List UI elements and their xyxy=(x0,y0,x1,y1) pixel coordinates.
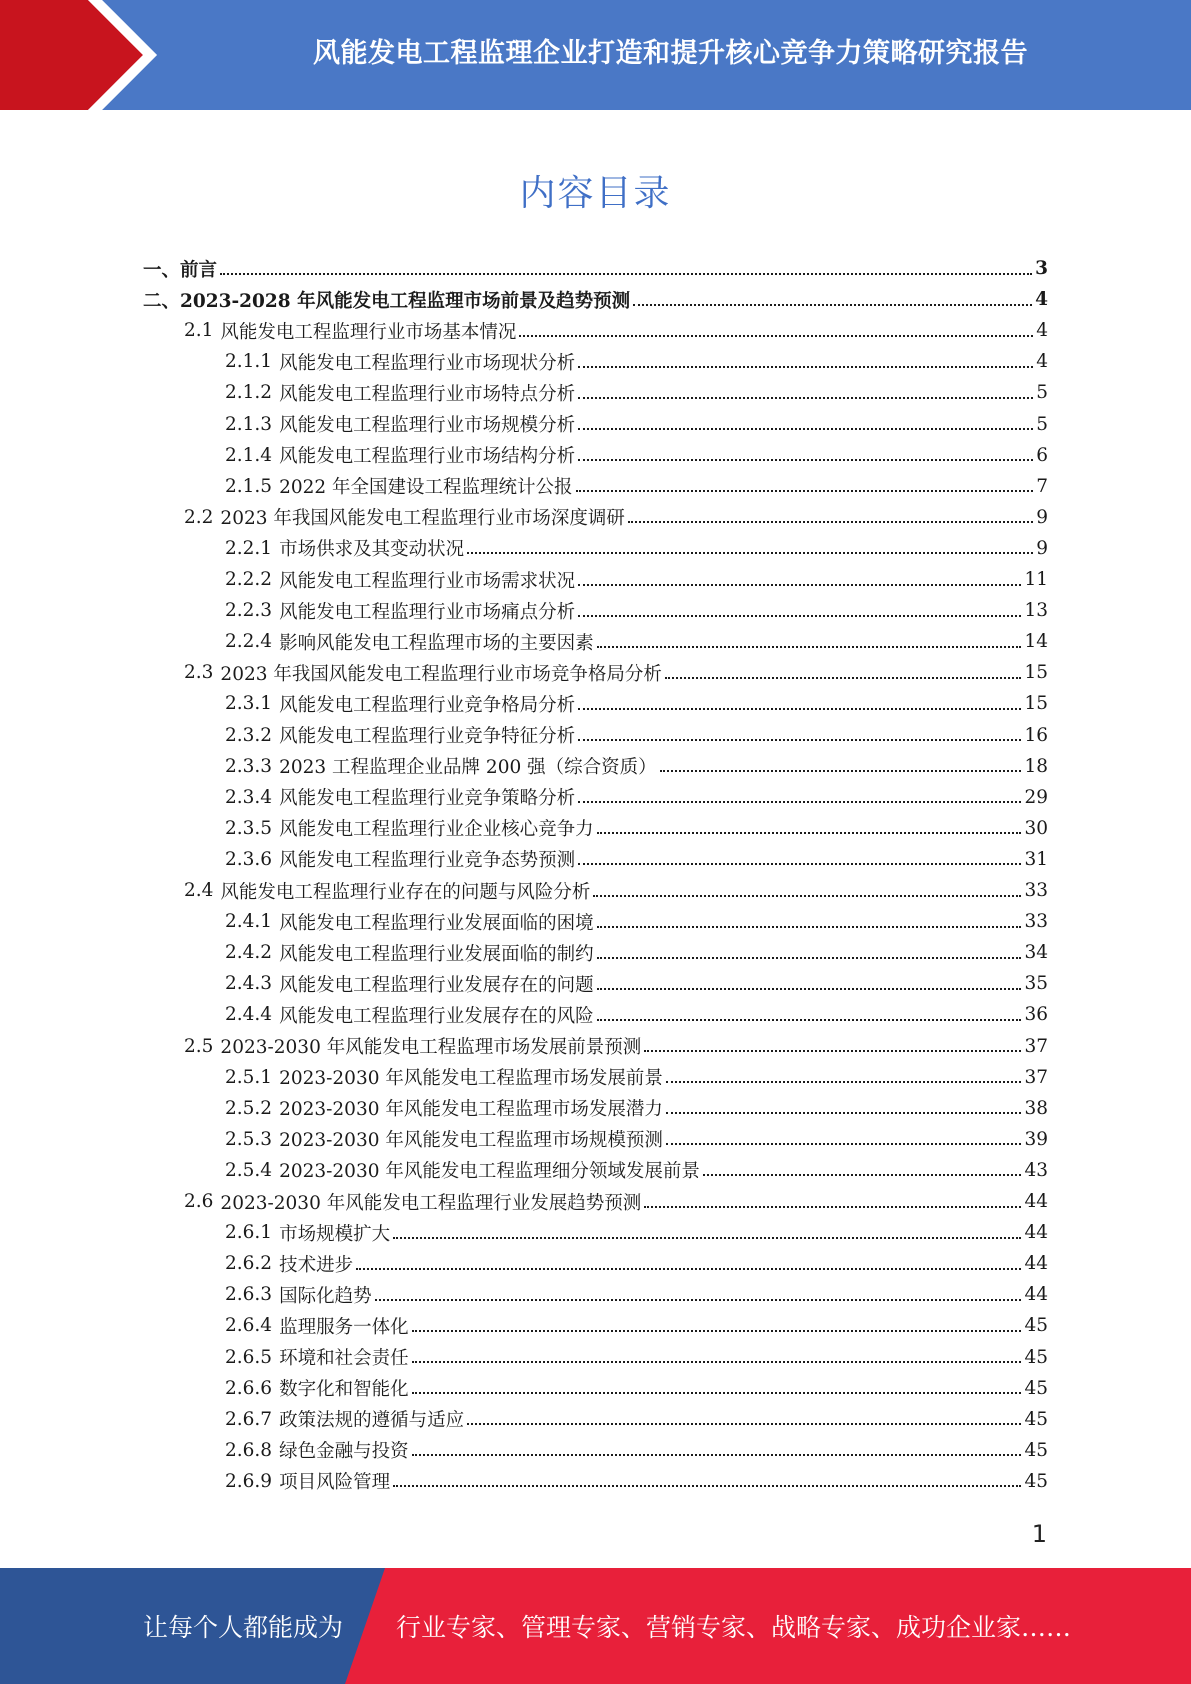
toc-dot-leader xyxy=(597,926,1022,928)
toc-entry-title: 项目风险管理 xyxy=(279,1472,391,1494)
report-title: 风能发电工程监理企业打造和提升核心竞争力策略研究报告 xyxy=(313,37,1028,69)
toc-entry-number: 2.5.1 xyxy=(225,1066,273,1088)
toc-entry[interactable] xyxy=(184,315,1048,346)
toc-entry-title: 国际化趋势 xyxy=(279,1285,372,1307)
toc-entry[interactable] xyxy=(225,688,1048,719)
toc-entry-number: 2.4 xyxy=(184,880,214,901)
toc-entry[interactable] xyxy=(225,1404,1048,1435)
toc-entry-title: 2023 年我国风能发电工程监理行业市场竞争格局分析 xyxy=(220,663,662,685)
toc-entry[interactable] xyxy=(225,720,1048,751)
toc-entry-title: 2023 工程监理企业品牌 200 强（综合资质） xyxy=(279,757,657,779)
toc-entry-page: 45 xyxy=(1024,1377,1048,1399)
toc-entry[interactable] xyxy=(225,1279,1048,1310)
toc-dot-leader xyxy=(578,739,1021,741)
toc-entry-title: 风能发电工程监理行业存在的问题与风险分析 xyxy=(220,881,591,903)
toc-dot-leader xyxy=(578,428,1033,430)
toc-entry-title: 2023-2028 年风能发电工程监理市场前景及趋势预测 xyxy=(180,290,631,312)
toc-entry-page: 4 xyxy=(1036,351,1048,373)
toc-entry-number: 2.2.3 xyxy=(225,600,273,622)
toc-dot-leader xyxy=(519,335,1033,337)
toc-entry-page: 14 xyxy=(1024,631,1048,653)
toc-entry-page: 15 xyxy=(1024,693,1048,715)
toc-entry-page: 44 xyxy=(1024,1191,1048,1212)
toc-dot-leader xyxy=(597,832,1022,834)
toc-entry-page: 11 xyxy=(1024,569,1048,590)
toc-dot-leader xyxy=(393,1485,1021,1487)
toc-entry-page: 16 xyxy=(1024,724,1048,746)
toc-dot-leader xyxy=(597,1019,1022,1021)
toc-dot-leader xyxy=(220,273,1032,275)
toc-entry-number: 2.4.4 xyxy=(225,1004,273,1026)
toc-dot-leader xyxy=(644,1050,1021,1052)
toc-dot-leader xyxy=(467,552,1033,554)
toc-entry[interactable] xyxy=(225,782,1048,813)
toc-dot-leader xyxy=(578,801,1021,803)
toc-entry-number: 2.6.9 xyxy=(225,1470,273,1492)
toc-entry-page: 4 xyxy=(1035,289,1048,311)
toc-entry-number: 2.5 xyxy=(184,1035,214,1057)
toc-entry[interactable] xyxy=(225,1217,1048,1248)
toc-entry-page: 44 xyxy=(1024,1222,1048,1244)
toc-entry-number: 2.3.2 xyxy=(225,724,273,746)
toc-entry-title: 前言 xyxy=(180,259,218,281)
toc-entry-title: 风能发电工程监理行业竞争策略分析 xyxy=(279,788,576,810)
toc-entry-page: 44 xyxy=(1024,1284,1048,1306)
toc-dot-leader xyxy=(356,1268,1021,1270)
toc-dot-leader xyxy=(703,1174,1022,1176)
toc-dot-leader xyxy=(412,1361,1022,1363)
toc-entry-title: 环境和社会责任 xyxy=(279,1348,409,1369)
toc-entry-title: 2023-2030 年风能发电工程监理市场发展前景预测 xyxy=(220,1037,642,1058)
toc-entry-page: 29 xyxy=(1024,786,1048,808)
toc-entry-page: 7 xyxy=(1036,475,1048,497)
toc-entry-number: 2.6.7 xyxy=(225,1408,273,1430)
toc-entry[interactable] xyxy=(225,844,1048,875)
toc-entry[interactable] xyxy=(225,1155,1048,1186)
toc-entry-number: 2.3.6 xyxy=(225,848,273,870)
toc-entry-page: 33 xyxy=(1024,880,1048,901)
toc-entry-page: 43 xyxy=(1024,1159,1048,1181)
toc-entry-title: 风能发电工程监理行业竞争特征分析 xyxy=(279,726,576,747)
toc-dot-leader xyxy=(593,895,1021,897)
toc-entry-title: 监理服务一体化 xyxy=(279,1316,409,1338)
toc-dot-leader xyxy=(628,521,1033,523)
toc-entry-page: 9 xyxy=(1036,506,1048,528)
toc-entry-title: 风能发电工程监理行业市场特点分析 xyxy=(279,383,576,405)
toc-dot-leader xyxy=(578,584,1021,586)
toc-entry-page: 30 xyxy=(1024,817,1048,839)
toc-entry-title: 风能发电工程监理行业市场痛点分析 xyxy=(279,601,576,623)
toc-entry-title: 2022 年全国建设工程监理统计公报 xyxy=(279,477,573,499)
toc-entry-number: 2.6.1 xyxy=(225,1222,273,1244)
toc-entry[interactable] xyxy=(184,875,1048,906)
page-number: 1 xyxy=(1031,1520,1047,1548)
toc-entry[interactable] xyxy=(143,253,1048,284)
toc-entry[interactable] xyxy=(225,1248,1048,1279)
toc-entry-page: 6 xyxy=(1036,444,1048,466)
toc-dot-leader xyxy=(666,1112,1022,1114)
toc-entry-number: 2.2.4 xyxy=(225,631,273,653)
toc-dot-leader xyxy=(375,1299,1022,1301)
toc-entry-title: 市场规模扩大 xyxy=(279,1223,391,1245)
toc-entry-page: 34 xyxy=(1024,942,1048,964)
toc-dot-leader xyxy=(578,863,1021,865)
toc-dot-leader xyxy=(644,1206,1021,1208)
toc-entry-page: 37 xyxy=(1024,1035,1048,1057)
toc-entry-page: 45 xyxy=(1024,1408,1048,1430)
toc-entry-title: 风能发电工程监理行业市场基本情况 xyxy=(220,321,517,343)
toc-entry-page: 3 xyxy=(1035,258,1048,279)
toc-entry-title: 风能发电工程监理行业竞争态势预测 xyxy=(279,850,576,872)
toc-entry-number: 2.1.2 xyxy=(225,382,273,404)
toc-entry-number: 一、 xyxy=(143,259,181,281)
toc-entry[interactable] xyxy=(225,751,1048,782)
toc-dot-leader xyxy=(578,397,1033,399)
toc-entry-number: 2.6.2 xyxy=(225,1253,273,1275)
toc-entry-number: 2.6 xyxy=(184,1191,214,1212)
toc-entry-number: 2.3.5 xyxy=(225,817,273,839)
toc-entry-number: 2.5.4 xyxy=(225,1159,273,1181)
toc-dot-leader xyxy=(633,304,1032,306)
toc-entry-number: 2.3.1 xyxy=(225,693,273,715)
toc-entry[interactable] xyxy=(225,1124,1048,1155)
toc-entry-page: 5 xyxy=(1036,382,1048,404)
toc-entry-title: 2023-2030 年风能发电工程监理细分领域发展前景 xyxy=(279,1161,700,1183)
toc-entry-page: 45 xyxy=(1024,1315,1048,1337)
toc-entry-number: 2.6.6 xyxy=(225,1377,273,1399)
toc-entry-page: 39 xyxy=(1024,1128,1048,1150)
toc-entry-title: 政策法规的遵循与适应 xyxy=(279,1410,465,1432)
toc-entry[interactable] xyxy=(225,1373,1048,1404)
toc-entry-title: 风能发电工程监理行业发展面临的困境 xyxy=(279,912,594,934)
toc-entry-page: 15 xyxy=(1024,662,1048,684)
toc-entry-number: 2.5.3 xyxy=(225,1128,273,1150)
toc-dot-leader xyxy=(412,1392,1022,1394)
toc-entry-title: 风能发电工程监理行业市场现状分析 xyxy=(279,352,576,374)
toc-entry-number: 2.4.1 xyxy=(225,911,273,933)
footer-slogan-left: 让每个人都能成为 xyxy=(143,1613,344,1642)
toc-entry[interactable] xyxy=(225,906,1048,937)
toc-dot-leader xyxy=(467,1423,1021,1425)
toc-dot-leader xyxy=(597,646,1022,648)
toc-entry[interactable] xyxy=(225,377,1048,408)
toc-entry-page: 45 xyxy=(1024,1346,1048,1368)
toc-entry-title: 技术进步 xyxy=(279,1254,354,1276)
toc-entry-number: 2.3.3 xyxy=(225,755,273,777)
toc-dot-leader xyxy=(412,1330,1022,1332)
toc-entry[interactable] xyxy=(225,937,1048,968)
toc-entry[interactable] xyxy=(225,1342,1048,1373)
toc-dot-leader xyxy=(597,988,1022,990)
toc-entry[interactable] xyxy=(225,1310,1048,1341)
toc-entry-number: 2.3 xyxy=(184,662,214,684)
toc-dot-leader xyxy=(393,1237,1021,1239)
toc-dot-leader xyxy=(666,1081,1022,1083)
toc-entry-number: 2.5.2 xyxy=(225,1097,273,1119)
toc-entry-title: 2023-2030 年风能发电工程监理市场发展前景 xyxy=(279,1068,663,1090)
toc-entry-number: 2.1.1 xyxy=(225,351,273,373)
toc-entry-number: 2.6.3 xyxy=(225,1284,273,1306)
toc-entry-page: 45 xyxy=(1024,1470,1048,1492)
toc-entry[interactable] xyxy=(225,968,1048,999)
toc-dot-leader xyxy=(578,615,1021,617)
toc-entry-page: 5 xyxy=(1036,413,1048,435)
toc-entry[interactable] xyxy=(225,1435,1048,1466)
toc-entry-title: 绿色金融与投资 xyxy=(279,1441,409,1463)
toc-entry[interactable] xyxy=(184,1186,1048,1217)
toc-entry-title: 影响风能发电工程监理市场的主要因素 xyxy=(279,632,594,654)
toc-entry-page: 36 xyxy=(1024,1004,1048,1026)
toc-entry-number: 2.2 xyxy=(184,506,214,528)
toc-entry-page: 44 xyxy=(1024,1253,1048,1275)
toc-entry[interactable] xyxy=(225,1093,1048,1124)
toc-entry-page: 45 xyxy=(1024,1439,1048,1461)
toc-entry-number: 2.3.4 xyxy=(225,786,273,808)
toc-entry[interactable] xyxy=(143,284,1048,315)
footer-slogan-right: 行业专家、管理专家、营销专家、战略专家、成功企业家…… xyxy=(396,1613,1072,1642)
toc-entry-title: 风能发电工程监理行业市场规模分析 xyxy=(279,415,576,436)
toc-entry-number: 2.1.4 xyxy=(225,444,273,466)
toc-entry[interactable] xyxy=(225,471,1048,502)
toc-entry[interactable] xyxy=(225,409,1048,440)
toc-entry-number: 2.1.3 xyxy=(225,413,273,435)
toc-dot-leader xyxy=(578,459,1033,461)
toc-entry[interactable] xyxy=(225,533,1048,564)
toc-entry-title: 风能发电工程监理行业市场结构分析 xyxy=(279,446,576,468)
toc-entry[interactable] xyxy=(225,346,1048,377)
toc-dot-leader xyxy=(660,770,1022,772)
toc-dot-leader xyxy=(666,1143,1022,1145)
toc-entry-title: 2023-2030 年风能发电工程监理市场发展潜力 xyxy=(279,1099,663,1121)
toc-entry-page: 4 xyxy=(1036,320,1048,342)
toc-entry-title: 风能发电工程监理行业发展存在的风险 xyxy=(279,1005,594,1027)
toc-entry[interactable] xyxy=(225,626,1048,657)
toc-entry[interactable] xyxy=(225,564,1048,595)
toc-dot-leader xyxy=(576,490,1034,492)
toc-entry[interactable] xyxy=(184,502,1048,533)
toc-entry-number: 2.6.5 xyxy=(225,1346,273,1368)
toc-entry[interactable] xyxy=(184,657,1048,688)
toc-entry-title: 数字化和智能化 xyxy=(279,1379,409,1401)
toc-entry-page: 33 xyxy=(1024,911,1048,933)
toc-entry-number: 二、 xyxy=(143,290,181,312)
toc-entry-number: 2.4.3 xyxy=(225,973,273,995)
toc-entry-page: 31 xyxy=(1024,848,1048,870)
toc-entry-title: 风能发电工程监理行业竞争格局分析 xyxy=(279,694,576,716)
toc-entry-page: 35 xyxy=(1024,973,1048,995)
toc-dot-leader xyxy=(412,1454,1022,1456)
toc-dot-leader xyxy=(578,366,1033,368)
toc-entry-number: 2.1.5 xyxy=(225,475,273,497)
toc-entry-page: 37 xyxy=(1024,1066,1048,1088)
toc-entry-number: 2.2.2 xyxy=(225,569,273,590)
toc-entry-title: 风能发电工程监理行业发展面临的制约 xyxy=(279,943,594,965)
toc-heading: 内容目录 xyxy=(519,173,672,214)
toc-entry-title: 2023-2030 年风能发电工程监理市场规模预测 xyxy=(279,1130,663,1152)
toc-entry-page: 13 xyxy=(1024,600,1048,622)
toc-entry-title: 市场供求及其变动状况 xyxy=(279,539,465,561)
toc-entry[interactable] xyxy=(225,440,1048,471)
toc-dot-leader xyxy=(597,957,1022,959)
header-banner xyxy=(0,0,1191,110)
toc-entry-number: 2.6.8 xyxy=(225,1439,273,1461)
toc-entry-page: 18 xyxy=(1024,755,1048,777)
toc-entry-title: 2023 年我国风能发电工程监理行业市场深度调研 xyxy=(220,508,625,530)
toc-entry-number: 2.1 xyxy=(184,320,214,342)
toc-entry-title: 2023-2030 年风能发电工程监理行业发展趋势预测 xyxy=(220,1192,642,1214)
toc-dot-leader xyxy=(665,677,1022,679)
toc-entry-title: 风能发电工程监理行业市场需求状况 xyxy=(279,570,576,592)
toc-entry-number: 2.2.1 xyxy=(225,537,273,559)
toc-entry-page: 9 xyxy=(1036,537,1048,559)
toc-entry-page: 38 xyxy=(1024,1097,1048,1119)
toc-entry[interactable] xyxy=(225,813,1048,844)
toc-entry[interactable] xyxy=(225,1062,1048,1093)
toc-entry-title: 风能发电工程监理行业发展存在的问题 xyxy=(279,974,594,996)
toc-entry-number: 2.6.4 xyxy=(225,1315,273,1337)
toc-entry-number: 2.4.2 xyxy=(225,942,273,964)
toc-entry[interactable] xyxy=(225,595,1048,626)
footer-banner xyxy=(0,1568,1191,1684)
toc-entry[interactable] xyxy=(184,1031,1048,1062)
toc-entry-title: 风能发电工程监理行业企业核心竞争力 xyxy=(279,819,594,841)
toc-entry[interactable] xyxy=(225,1466,1048,1497)
toc-dot-leader xyxy=(578,708,1021,710)
toc-entry[interactable] xyxy=(225,999,1048,1030)
